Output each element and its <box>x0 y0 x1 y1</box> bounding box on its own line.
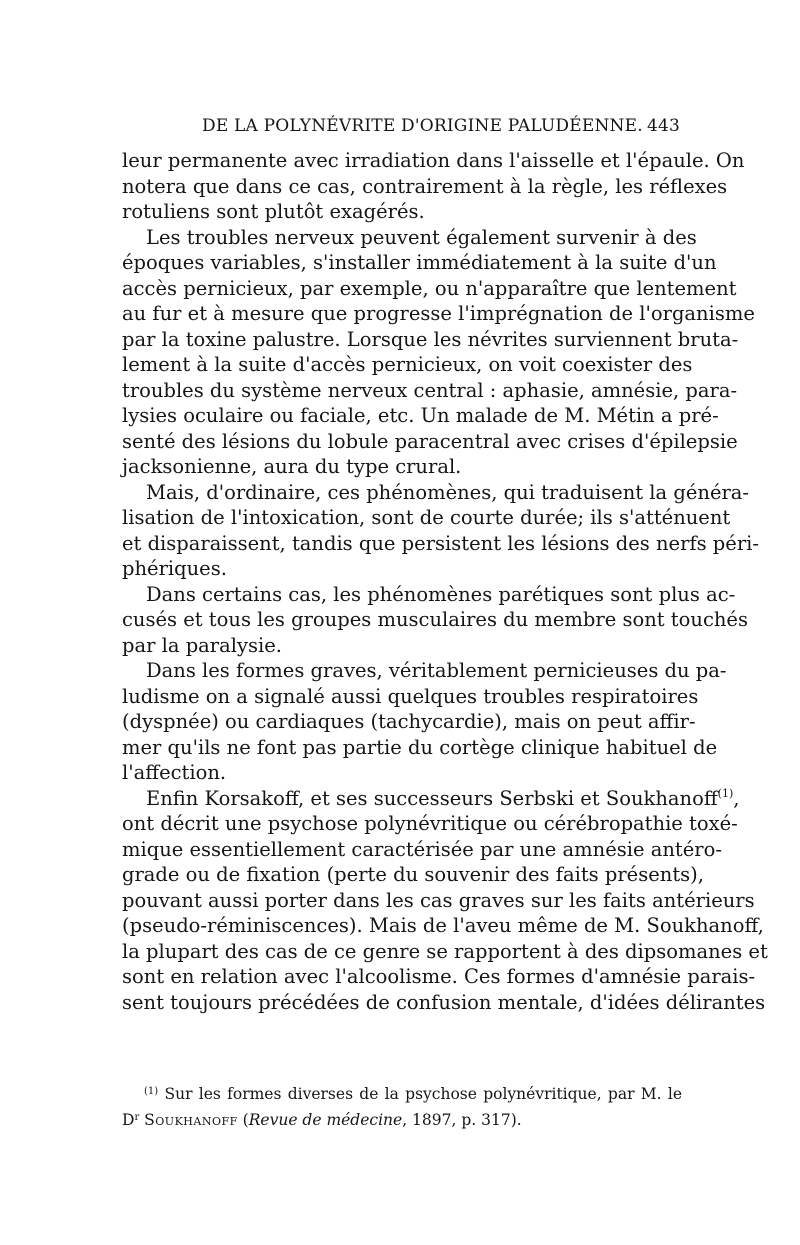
text-line: cusés et tous les groupes musculaires du membre sont touchés <box>122 608 748 631</box>
footnote-marker: (1) <box>144 1086 159 1097</box>
text-line-punct: , <box>733 786 740 810</box>
running-title: DE LA POLYNÉVRITE D'ORIGINE PALUDÉENNE. <box>202 116 643 136</box>
text-line: phériques. <box>122 557 227 580</box>
text-line: leur permanente avec irradiation dans l'aisselle et l'épaule. On <box>122 149 745 172</box>
text-line: Dans les formes graves, véritablement pernicieuses du pa- <box>146 659 727 682</box>
footnote-ref[interactable]: (1) <box>717 786 734 800</box>
footnote-line <box>122 1106 682 1132</box>
text-line: lysies oculaire ou faciale, etc. Un malade de M. Métin a pré- <box>122 404 719 427</box>
text-line: Dans certains cas, les phénomènes parétiques sont plus ac- <box>146 582 736 606</box>
text-line: Mais, d'ordinaire, ces phénomènes, qui traduisent la généra- <box>146 480 750 504</box>
text-line: sont en relation avec l'alcoolisme. Ces formes d'amnésie parais- <box>122 965 756 988</box>
text-line: la plupart des cas de ce genre se rapportent à des dipsomanes et <box>122 939 768 963</box>
text-line <box>122 786 740 812</box>
text-line: rotuliens sont plutôt exagérés. <box>122 200 425 223</box>
footnote-line <box>122 1080 682 1106</box>
footnote-dr-sup: r <box>134 1112 140 1123</box>
text-line: jacksonienne, aura du type crural. <box>122 455 462 478</box>
text-line-content: Enfin Korsakoff, et ses successeurs Serbski et Soukhanoff <box>146 786 718 810</box>
body-text <box>122 148 768 1015</box>
text-line: troubles du système nerveux central : aphasie, amnésie, para- <box>122 378 738 402</box>
text-line: (dyspnée) ou cardiaques (tachycardie), mais on peut affir- <box>122 710 696 733</box>
text-line: par la toxine palustre. Lorsque les névrites surviennent bruta- <box>122 327 739 351</box>
text-line: accès pernicieux, par exemple, ou n'apparaître que lentement <box>122 276 737 300</box>
text-line: au fur et à mesure que progresse l'imprégnation de l'organisme <box>122 302 755 325</box>
text-line: mique essentiellement caractérisée par une amnésie antéro- <box>122 837 722 861</box>
text-line: (pseudo-réminiscences). Mais de l'aveu même de M. Soukhanoff, <box>122 914 764 937</box>
text-line: et disparaissent, tandis que persistent les lésions des nerfs péri- <box>122 531 759 555</box>
text-line: grade ou de fixation (perte du souvenir des faits présents), <box>122 863 704 886</box>
footnote <box>122 1080 682 1132</box>
footnote-dr: D <box>122 1111 135 1129</box>
text-line: Les troubles nerveux peuvent également survenir à des <box>146 225 697 249</box>
text-line: époques variables, s'installer immédiatement à la suite d'un <box>122 251 717 274</box>
text-line: senté des lésions du lobule paracentral avec crises d'épilepsie <box>122 429 738 453</box>
text-line: ont décrit une psychose polynévritique ou cérébropathie toxé- <box>122 812 738 835</box>
text-line: lisation de l'intoxication, sont de courte durée; ils s'atténuent <box>122 506 731 529</box>
page-number: 443 <box>646 116 680 136</box>
footnote-paren: ( <box>242 1111 249 1129</box>
text-line: notera que dans ce cas, contrairement à la règle, les réflexes <box>122 174 728 198</box>
footnote-text: Sur les formes diverses de la psychose polynévritique, par M. le <box>164 1085 682 1103</box>
text-line: par la paralysie. <box>122 633 282 657</box>
footnote-journal: Revue de médecine <box>248 1111 403 1129</box>
footnote-author: Soukhanoff <box>144 1111 238 1129</box>
text-line: sent toujours précédées de confusion mentale, d'idées délirantes <box>122 990 766 1014</box>
text-line: pouvant aussi porter dans les cas graves sur les faits antérieurs <box>122 888 755 912</box>
running-head <box>122 116 680 136</box>
text-line: ludisme on a signalé aussi quelques troubles respiratoires <box>122 684 699 708</box>
text-line: l'affection. <box>122 761 227 784</box>
text-line: mer qu'ils ne font pas partie du cortège clinique habituel de <box>122 735 718 759</box>
text-line: lement à la suite d'accès pernicieux, on voit coexister des <box>122 353 693 376</box>
footnote-citation: , 1897, p. 317). <box>402 1111 522 1129</box>
